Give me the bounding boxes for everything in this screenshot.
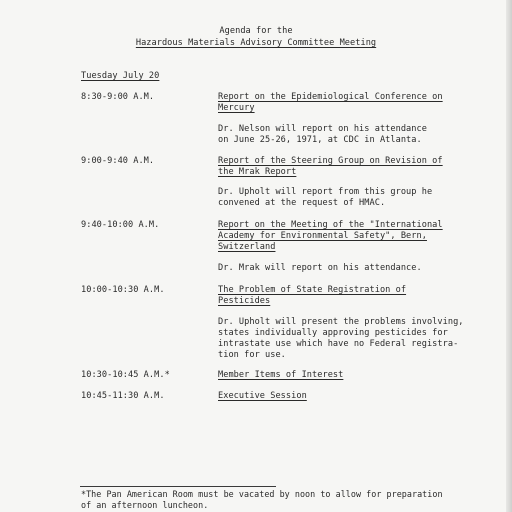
agenda-item-desc: on June 25-26, 1971, at CDC in Atlanta.: [218, 135, 422, 145]
agenda-item-desc: states individually approving pesticides for: [218, 328, 448, 338]
page-edge-shadow: [506, 0, 512, 512]
agenda-item-desc: Dr. Upholt will report from this group he: [218, 187, 433, 197]
footnote-text: of an afternoon luncheon.: [81, 500, 209, 510]
agenda-heading: Agenda for the: [219, 26, 293, 36]
agenda-item-desc: intrastate use which have no Federal registra-: [218, 339, 459, 349]
agenda-item-time: 8:30-9:00 A.M.: [81, 92, 155, 102]
agenda-item-title: Mercury: [218, 103, 255, 113]
agenda-item-time: 10:00-10:30 A.M.: [81, 285, 165, 295]
agenda-item-desc: Dr. Mrak will report on his attendance.: [218, 263, 422, 273]
agenda-item-desc: Dr. Nelson will report on his attendance: [218, 124, 427, 134]
meeting-date: Tuesday July 20: [81, 71, 160, 81]
agenda-item-time: 9:40-10:00 A.M.: [81, 220, 160, 230]
agenda-item-desc: Dr. Upholt will present the problems involving,: [218, 317, 464, 327]
agenda-item-title: The Problem of State Registration of: [218, 285, 407, 295]
agenda-item-desc: tion for use.: [218, 350, 286, 360]
footnote-divider: [80, 486, 276, 487]
agenda-item-desc: convened at the request of HMAC.: [218, 198, 386, 208]
agenda-item-title: Academy for Environmental Safety", Bern,: [218, 231, 427, 241]
committee-title: Hazardous Materials Advisory Committee Meeting: [135, 38, 377, 48]
agenda-item-time: 9:00-9:40 A.M.: [81, 156, 155, 166]
footnote-text: *The Pan American Room must be vacated by noon to allow for preparation: [81, 489, 443, 499]
agenda-item-time: 10:30-10:45 A.M.*: [81, 370, 170, 380]
agenda-item-title: Executive Session: [218, 391, 307, 401]
agenda-item-time: 10:45-11:30 A.M.: [81, 391, 165, 401]
agenda-item-title: Pesticides: [218, 296, 271, 306]
agenda-item-title: Report on the Epidemiological Conference on: [218, 92, 443, 102]
agenda-item-title: Switzerland: [218, 242, 276, 252]
agenda-item-title: Report on the Meeting of the "International: [218, 220, 443, 230]
agenda-item-title: Member Items of Interest: [218, 370, 344, 380]
agenda-item-title: Report of the Steering Group on Revision of: [218, 156, 443, 166]
agenda-item-title: the Mrak Report: [218, 167, 297, 177]
